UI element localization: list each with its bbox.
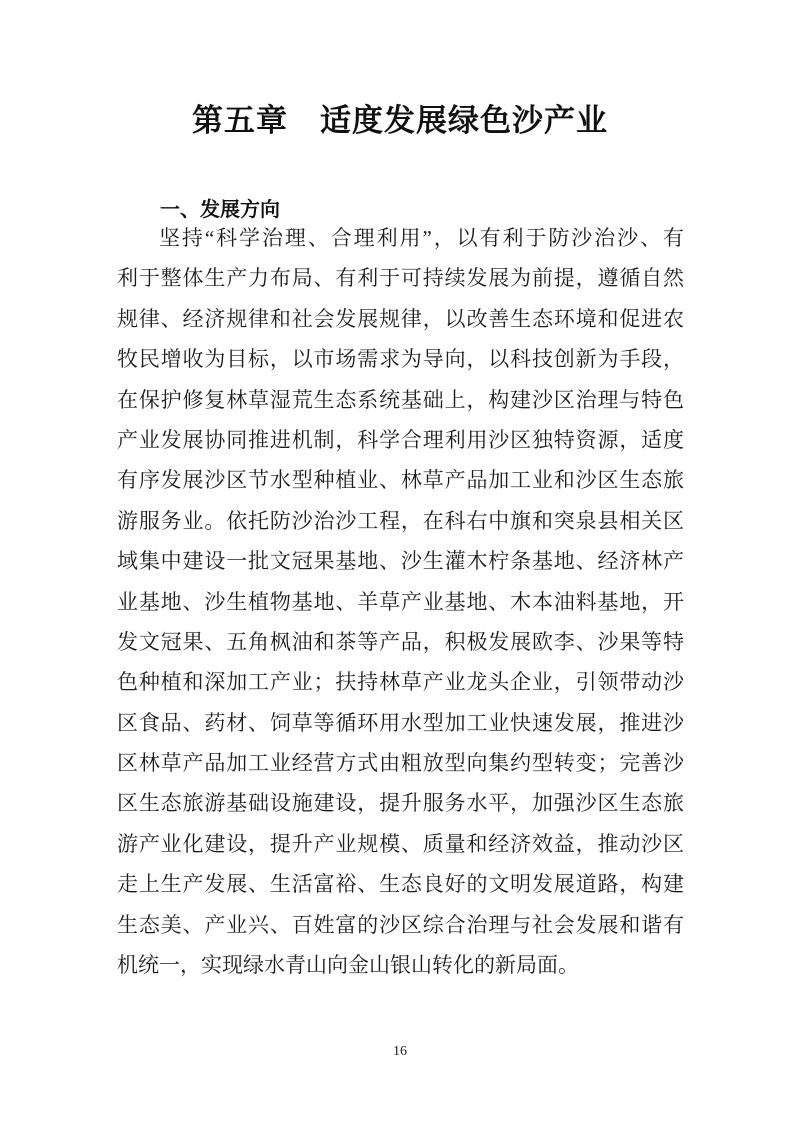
paragraph-line: 有序发展沙区节水型种植业、林草产品加工业和沙区生态旅 [117,468,684,493]
paragraph-line: 牧民增收为目标，以市场需求为导向，以科技创新为手段， [117,347,684,372]
paragraph-line: 业基地、沙生植物基地、羊草产业基地、木本油料基地，开 [117,589,684,614]
paragraph-line: 机统一，实现绿水青山向金山银山转化的新局面。 [117,953,579,978]
paragraph-line: 区林草产品加工业经营方式由粗放型向集约型转变；完善沙 [117,751,684,776]
body-paragraph [117,218,684,985]
page-number: 16 [393,1044,407,1059]
paragraph-line: 生态美、产业兴、百姓富的沙区综合治理与社会发展和谐有 [117,912,684,937]
paragraph-line: 在保护修复林草湿荒生态系统基础上，构建沙区治理与特色 [117,387,684,412]
paragraph-line: 产业发展协同推进机制，科学合理利用沙区独特资源，适度 [117,427,684,452]
paragraph-line: 区生态旅游基础设施建设，提升服务水平，加强沙区生态旅 [117,791,684,816]
paragraph-line: 发文冠果、五角枫油和茶等产品，积极发展欧李、沙果等特 [117,629,684,654]
paragraph-line: 游产业化建设，提升产业规模、质量和经济效益，推动沙区 [117,831,684,856]
paragraph-line: 利于整体生产力布局、有利于可持续发展为前提，遵循自然 [117,266,684,291]
paragraph-line: 规律、经济规律和社会发展规律，以改善生态环境和促进农 [117,306,684,331]
section-heading: 一、发展方向 [160,199,280,221]
paragraph-line: 色种植和深加工产业；扶持林草产业龙头企业，引领带动沙 [117,670,684,695]
paragraph-line: 游服务业。依托防沙治沙工程，在科右中旗和突泉县相关区 [117,508,684,533]
paragraph-line: 域集中建设一批文冠果基地、沙生灌木柠条基地、经济林产 [117,549,684,574]
chapter-title: 第五章 适度发展绿色沙产业 [192,103,608,138]
paragraph-line: 区食品、药材、饲草等循环用水型加工业快速发展，推进沙 [117,710,684,735]
paragraph-line: 走上生产发展、生活富裕、生态良好的文明发展道路，构建 [117,872,684,897]
paragraph-line: 坚持“科学治理、合理利用”，以有利于防沙治沙、有 [159,226,684,250]
